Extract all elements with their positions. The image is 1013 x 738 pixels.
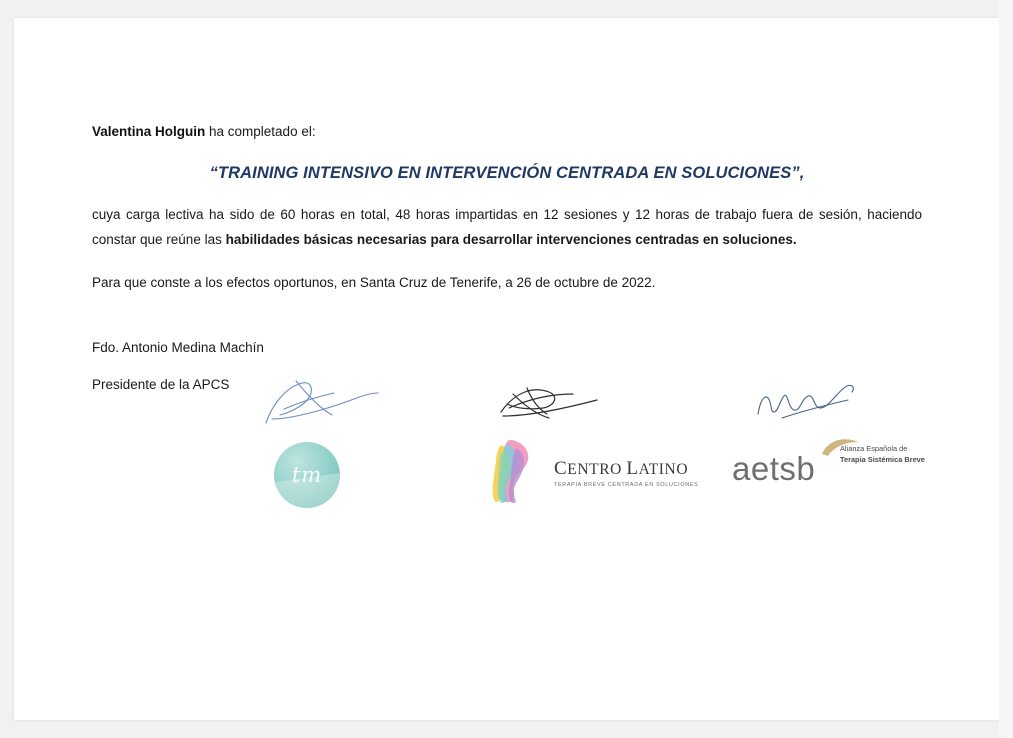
signatures-and-logos <box>92 370 925 540</box>
certificate-body <box>92 122 922 296</box>
signer-name: Fdo. Antonio Medina Machín <box>92 340 264 355</box>
course-hours-connector: , haciendo constar que reúne las <box>92 207 922 248</box>
logo-cl-atino: ATINO <box>638 461 689 478</box>
signature-scrawl-icon <box>497 382 607 430</box>
logo-cl-entro: ENTRO <box>567 461 627 478</box>
logo-centro-latino-mark-icon <box>492 438 550 504</box>
signature-2 <box>497 382 607 435</box>
logo-centro-latino <box>492 438 742 508</box>
logo-aetsb-tagline <box>840 444 925 465</box>
paragraph-course-details <box>92 203 922 253</box>
completed-line <box>92 122 922 142</box>
certificate-page <box>14 18 999 720</box>
recipient-name: Valentina Holguin <box>92 124 206 139</box>
logo-centro-latino-text <box>554 458 698 488</box>
logo-centro-latino-name <box>554 458 698 480</box>
paragraph-place-date: Para que conste a los efectos oportunos, en Santa Cruz de Tenerife, a 26 de octubre de 2022. <box>92 275 656 291</box>
signature-3 <box>752 380 862 433</box>
course-hours-text: cuya carga lectiva ha sido de 60 horas en total, 48 horas impartidas en 12 sesiones y 12 horas de trabajo fuera de sesión <box>92 207 858 223</box>
signature-1 <box>262 375 382 435</box>
signer-role: Presidente de la APCS <box>92 377 230 392</box>
logo-aetsb-tagline-line2: Terapia Sistémica Breve <box>840 454 925 464</box>
course-title: “TRAINING INTENSIVO EN INTERVENCIÓN CENTRADA EN SOLUCIONES”, <box>209 164 805 183</box>
logo-aetsb <box>732 430 962 500</box>
logo-aetsb-tagline-line1: Alianza Española de <box>840 444 908 453</box>
logo-tm-monogram: tm <box>291 463 323 487</box>
logo-centro-latino-subtitle: TERAPIA BREVE CENTRADA EN SOLUCIONES <box>554 482 699 488</box>
scrollbar[interactable] <box>999 0 1013 738</box>
logo-cl-l: L <box>626 458 639 479</box>
logo-cl-c: C <box>554 458 568 479</box>
signature-scrawl-icon <box>752 380 862 428</box>
completed-suffix: ha completado el: <box>205 124 316 139</box>
course-skills-text: habilidades básicas necesarias para desarrollar intervenciones centradas en soluciones. <box>225 232 797 248</box>
signature-scrawl-icon <box>262 375 382 430</box>
logo-tm <box>274 442 340 508</box>
logo-aetsb-wordmark: aetsb <box>732 450 816 487</box>
